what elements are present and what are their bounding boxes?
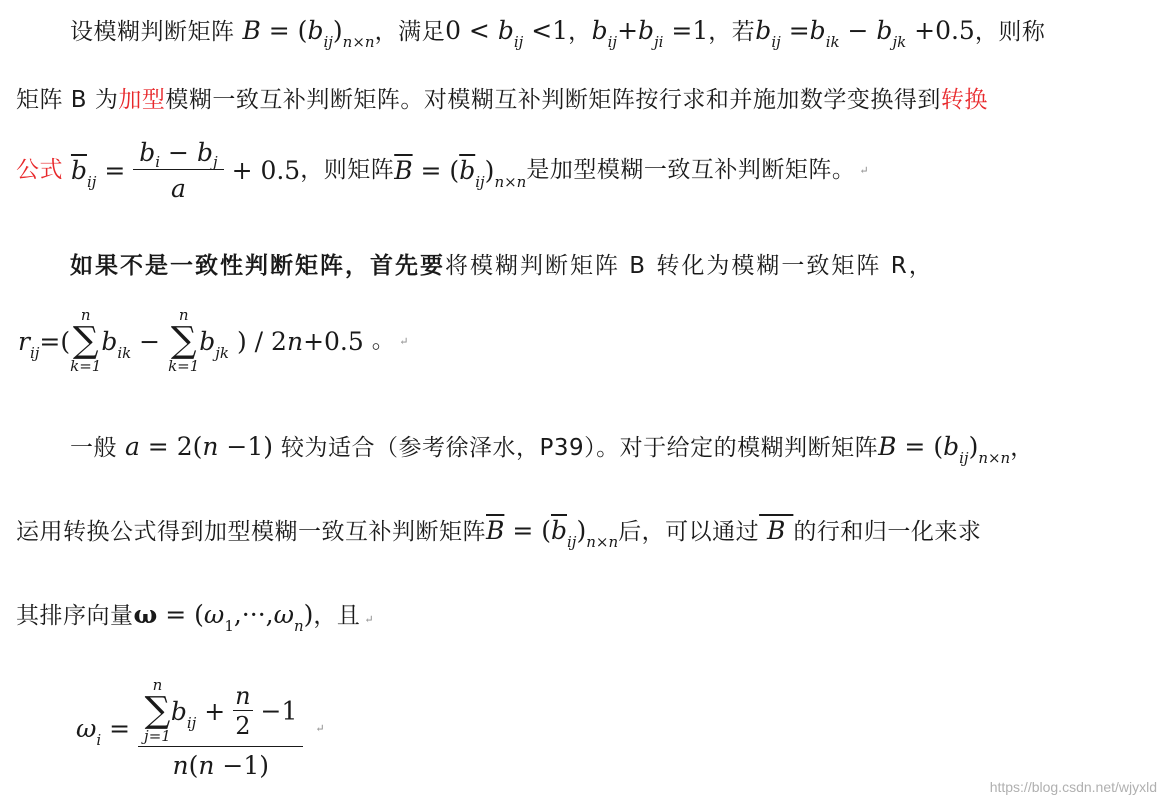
text-segment: ，满足 — [374, 19, 446, 45]
return-mark: ↵ — [399, 334, 409, 348]
math-b: b — [809, 16, 826, 45]
math-b: b — [638, 16, 655, 45]
formula-omega-i — [76, 678, 325, 778]
math-b: b — [307, 16, 324, 45]
text-segment: ，则矩阵 — [300, 157, 395, 183]
text-segment: 。 — [371, 327, 396, 354]
formula-b-matrix: $B = (b_{ij})_{n\times n}$ — [878, 432, 1011, 467]
subscript-ji: ji — [654, 33, 664, 51]
text-segment: 运用转换公式得到加型模糊一致互补判断矩阵 — [16, 519, 486, 545]
subscript-ij: ij — [513, 33, 524, 51]
plus-half: + 0.5 — [231, 156, 301, 185]
text-segment: ，若 — [708, 19, 756, 45]
formula-b-bar-matrix: $\overline{B} = (\overline{b}_{ij})_{n\times n}$ — [486, 516, 619, 551]
math-lt-one: <1 — [523, 16, 569, 45]
text-segment: 其排序向量 — [16, 603, 134, 629]
highlight-formula: 公式 — [16, 157, 63, 183]
math-b: b — [876, 16, 893, 45]
equals-sign: = — [96, 156, 134, 185]
text-segment: 将模糊判断矩阵 B 转化为模糊一致矩阵 R， — [445, 253, 934, 279]
fraction-numerator: $b_i - b_j$ — [133, 140, 223, 170]
math-zero-lt: 0 < — [445, 16, 498, 45]
return-mark: ↵ — [315, 721, 325, 735]
math-b: b — [755, 16, 772, 45]
highlight-additive: 加型 — [118, 87, 166, 113]
math-b-bar: $\overline{b}$ — [70, 156, 87, 185]
text-segment: 设模糊判断矩阵 — [70, 19, 235, 45]
bold-lead-text: 如果不是一致性判断矩阵，首先要 — [70, 253, 445, 279]
fraction-denominator: n(n −1) — [172, 751, 269, 780]
highlight-conversion: 转换 — [940, 87, 988, 113]
text-segment: 的行和归一化来求 — [793, 519, 982, 545]
formula-b-bar-matrix: $\overline{B} = (\overline{b}_{ij})_{n\times n}$ — [394, 156, 527, 191]
paragraph-2-line-1 — [70, 252, 934, 278]
math-b: b — [497, 16, 514, 45]
text-segment: 模糊一致互补判断矩阵。对模糊互补判断矩阵按行求和并施加数学变换得到 — [165, 87, 941, 113]
paragraph-3-line-2 — [16, 516, 982, 551]
plus-sign: + — [617, 16, 639, 45]
summation-2: n ∑ k=1 — [168, 306, 200, 375]
text-segment: ， — [1010, 435, 1034, 461]
return-mark: ↵ — [859, 164, 869, 177]
formula-bij-bar — [70, 156, 134, 191]
paragraph-1-line-2 — [16, 86, 988, 112]
subscript-ij: ij — [86, 173, 97, 191]
subscript-ik: ik — [825, 33, 840, 51]
summation-1: n ∑ k=1 — [70, 306, 102, 375]
equals-sign: = ( — [260, 16, 308, 45]
equals-one: =1 — [663, 16, 709, 45]
return-mark: ↵ — [364, 613, 374, 626]
fraction-denominator: a — [170, 174, 186, 203]
text-segment: ，且 — [313, 603, 361, 629]
term-b-jk: $b_{jk}$ ) / 2n+0.5 — [199, 326, 372, 362]
text-segment: 较为适合（参考徐泽水，P39）。对于给定的模糊判断矩阵 — [280, 435, 879, 461]
subscript-ij: ij — [323, 33, 333, 51]
minus-sign: − — [839, 16, 877, 45]
fraction-numerator: n ∑ j=1 $b_{ij}$ + $\frac{n}{2}$ −1 — [138, 678, 303, 747]
subscript-jk: jk — [892, 33, 907, 51]
fraction-n-over-2: $\frac{n}{2}$ — [235, 682, 251, 740]
fraction-conversion — [133, 140, 223, 201]
text-segment: ， — [568, 19, 592, 45]
text-segment: 矩阵 B 为 — [16, 87, 119, 113]
summation-3: n ∑ j=1 — [144, 676, 171, 745]
plus-half: +0.5 — [906, 16, 975, 45]
paragraph-1-line-3 — [16, 140, 869, 201]
matrix-b-definition: B — [234, 16, 261, 45]
watermark: https://blog.csdn.net/wjyxld — [989, 779, 1157, 795]
term-b-ik: $b_{ik}$ − — [101, 326, 169, 362]
formula-omega-vector: $\omega = (\omega_1,\cdot\cdot\cdot,\omega_n)$ — [133, 600, 314, 635]
formula-r-ij — [18, 308, 408, 374]
math-b: b — [591, 16, 608, 45]
equals-sign: = — [780, 16, 810, 45]
formula-a-value: a = 2(n −1) — [117, 432, 281, 461]
subscript-ij: ij — [607, 33, 618, 51]
subscript-nxn: n×n — [342, 33, 375, 51]
subscript-ij: ij — [771, 33, 781, 51]
math-b-bar: B — [759, 516, 794, 545]
paragraph-3-line-1 — [70, 432, 1034, 467]
paragraph-1-line-1 — [70, 16, 1046, 51]
omega-i-lhs: $\omega_i$ = — [76, 713, 139, 749]
text-segment: 是加型模糊一致互补判断矩阵。 — [526, 157, 856, 183]
paren-close: ) — [332, 16, 343, 45]
fraction-omega — [138, 678, 303, 778]
r-ij-lhs: $r_{ij}=$( — [18, 326, 71, 362]
text-segment: ，则称 — [974, 19, 1046, 45]
paragraph-3-line-3 — [16, 600, 374, 635]
text-segment: 后，可以通过 — [618, 519, 760, 545]
text-segment: 一般 — [70, 435, 117, 461]
